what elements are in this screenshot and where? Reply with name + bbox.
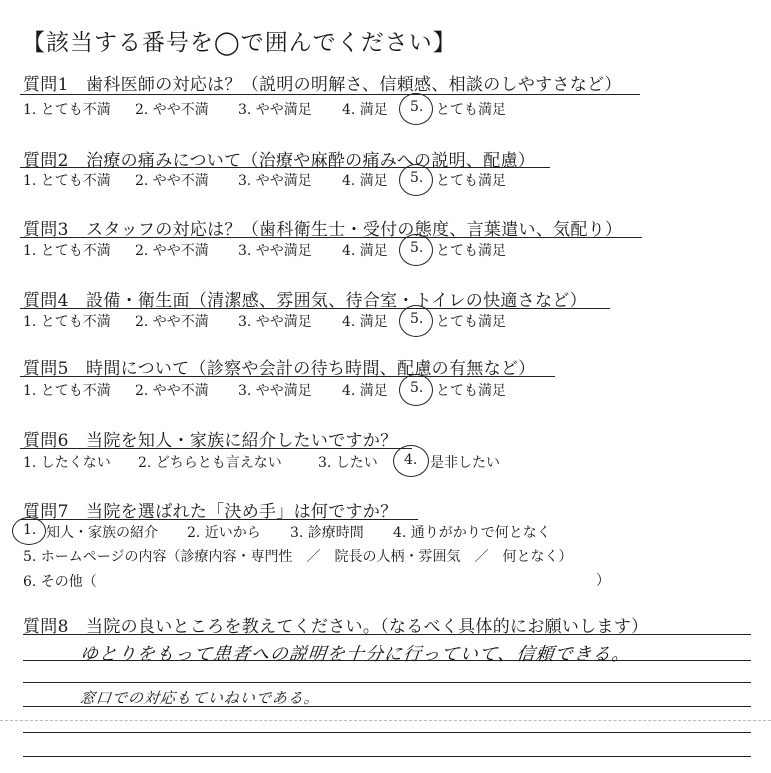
- scan-fold-line: [0, 720, 771, 721]
- q7-option-4[interactable]: 4. 通りがかりで何となく: [393, 525, 551, 541]
- q7-selection-circle: [12, 517, 46, 545]
- q2-option-5[interactable]: 5.: [410, 170, 424, 186]
- q1-option-4[interactable]: 4. 満足: [342, 102, 388, 118]
- q5-option-4[interactable]: 4. 満足: [342, 383, 388, 399]
- q4-option-2[interactable]: 2. やや不満: [135, 314, 209, 330]
- question-8-text: 質問8 当院の良いところを教えてください。（なるべく具体的にお願いします）: [23, 617, 649, 637]
- q7-option-1-label: 知人・家族の紹介: [46, 525, 158, 541]
- q7-option-2[interactable]: 2. 近いから: [187, 525, 261, 541]
- q7-option-5[interactable]: 5. ホームページの内容（診療内容・専門性 ／ 院長の人柄・雰囲気 ／ 何となく）: [23, 549, 573, 565]
- q3-option-3[interactable]: 3. やや満足: [238, 243, 312, 259]
- answer-line-2: [23, 660, 751, 661]
- q4-option-3[interactable]: 3. やや満足: [238, 314, 312, 330]
- q6-option-3[interactable]: 3. したい: [318, 455, 378, 471]
- q4-selection-circle: [399, 305, 433, 337]
- question-7-text: 質問7 当院を選ばれた「決め手」は何ですか？: [23, 502, 398, 522]
- q7-option-6-close-paren: ）: [596, 573, 610, 589]
- q3-option-2[interactable]: 2. やや不満: [135, 243, 209, 259]
- q7-option-1[interactable]: 1.: [23, 522, 37, 538]
- q5-selection-circle: [399, 374, 433, 406]
- answer-line-5: [23, 732, 751, 733]
- q6-selection-circle: [393, 445, 429, 477]
- q6-option-4[interactable]: 4.: [404, 452, 418, 468]
- q7-option-6[interactable]: 6. その他（: [23, 574, 97, 590]
- question-1-text: 質問1 歯科医師の対応は？（説明の明解さ、信頼感、相談のしやすさなど）: [23, 75, 622, 95]
- question-2-text: 質問2 治療の痛みについて（治療や麻酔の痛みへの説明、配慮）: [23, 151, 536, 171]
- q8-handwritten-answer-2: 窓口での対応もていねいである。: [79, 689, 321, 707]
- q1-option-1[interactable]: 1. とても不満: [23, 102, 111, 118]
- q3-selection-circle: [399, 234, 433, 266]
- question-4-underline: [20, 308, 610, 309]
- q3-option-5-label: とても満足: [436, 243, 506, 259]
- question-7-underline: [20, 519, 418, 520]
- q7-option-3[interactable]: 3. 診療時間: [290, 525, 364, 541]
- q5-option-2[interactable]: 2. やや不満: [135, 383, 209, 399]
- answer-line-1: [23, 634, 751, 635]
- question-1-underline: [20, 94, 640, 95]
- q4-option-1[interactable]: 1. とても不満: [23, 314, 111, 330]
- q4-option-5[interactable]: 5.: [410, 311, 424, 327]
- q6-option-1[interactable]: 1. したくない: [23, 455, 111, 471]
- q5-option-3[interactable]: 3. やや満足: [238, 383, 312, 399]
- question-3-underline: [20, 237, 642, 238]
- q5-option-1[interactable]: 1. とても不満: [23, 383, 111, 399]
- q2-option-4[interactable]: 4. 満足: [342, 173, 388, 189]
- q8-handwritten-answer-1: ゆとりをもって患者への説明を十分に行っていて、信頼できる。: [78, 644, 632, 665]
- form-title: 【該当する番号を◯で囲んでください】: [22, 30, 457, 56]
- question-6-underline: [20, 448, 412, 449]
- answer-line-6: [23, 756, 751, 757]
- q2-option-1[interactable]: 1. とても不満: [23, 173, 111, 189]
- q2-selection-circle: [399, 164, 433, 196]
- question-3-text: 質問3 スタッフの対応は？（歯科衛生士・受付の態度、言葉遣い、気配り）: [23, 220, 623, 240]
- q2-option-2[interactable]: 2. やや不満: [135, 173, 209, 189]
- question-4-text: 質問4 設備・衛生面（清潔感、雰囲気、待合室・トイレの快適さなど）: [23, 291, 587, 311]
- q3-option-5[interactable]: 5.: [410, 240, 424, 256]
- q3-option-4[interactable]: 4. 満足: [342, 243, 388, 259]
- q1-option-5-label: とても満足: [436, 102, 506, 118]
- q2-option-3[interactable]: 3. やや満足: [238, 173, 312, 189]
- q1-option-5[interactable]: 5.: [410, 99, 424, 115]
- answer-line-3: [23, 682, 751, 683]
- q6-option-2[interactable]: 2. どちらとも言えない: [138, 455, 282, 471]
- q5-option-5-label: とても満足: [436, 383, 506, 399]
- q3-option-1[interactable]: 1. とても不満: [23, 243, 111, 259]
- q2-option-5-label: とても満足: [436, 173, 506, 189]
- q6-option-4-label: 是非したい: [430, 455, 500, 471]
- question-2-underline: [20, 167, 550, 168]
- q4-option-5-label: とても満足: [436, 314, 506, 330]
- q5-option-5[interactable]: 5.: [410, 380, 424, 396]
- q1-option-3[interactable]: 3. やや満足: [238, 102, 312, 118]
- q4-option-4[interactable]: 4. 満足: [342, 314, 388, 330]
- q1-selection-circle: [399, 93, 433, 125]
- question-5-text: 質問5 時間について（診察や会計の待ち時間、配慮の有無など）: [23, 359, 536, 379]
- question-6-text: 質問6 当院を知人・家族に紹介したいですか？: [23, 431, 398, 451]
- q1-option-2[interactable]: 2. やや不満: [135, 102, 209, 118]
- question-5-underline: [20, 376, 555, 377]
- answer-line-4: [23, 706, 751, 707]
